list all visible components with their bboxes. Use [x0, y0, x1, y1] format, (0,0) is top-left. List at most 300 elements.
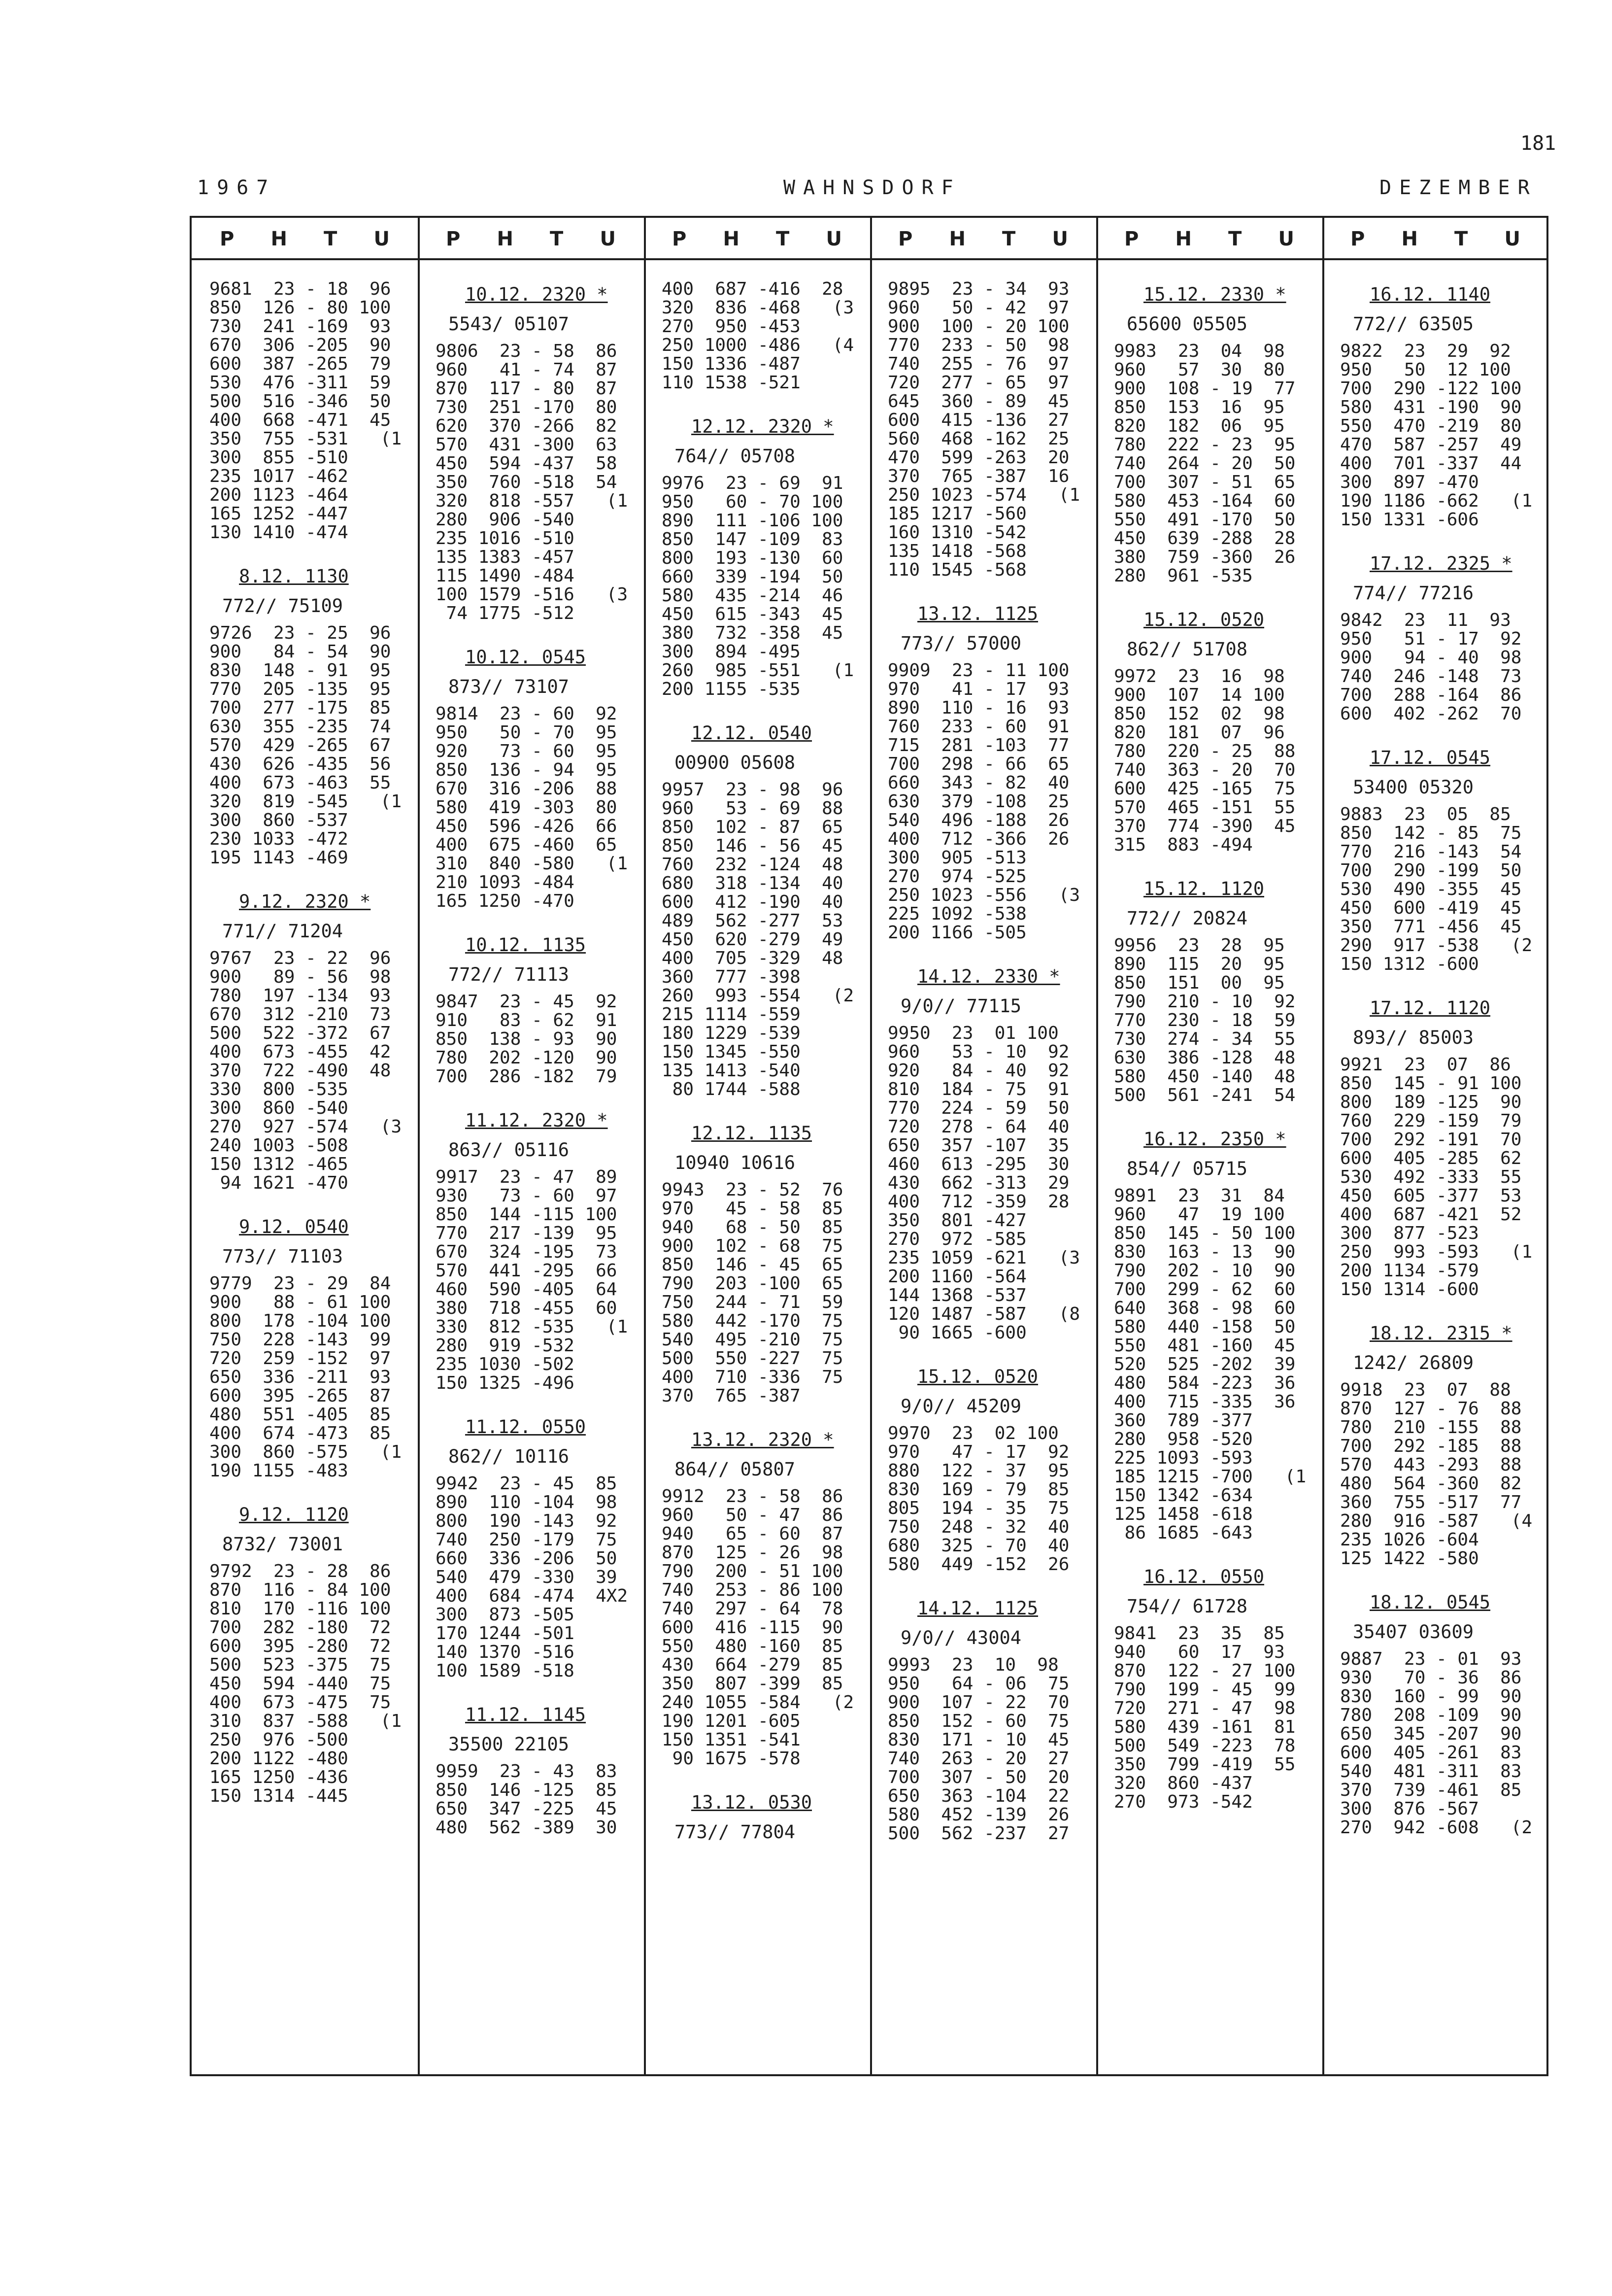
- sounding-block: [209, 562, 402, 867]
- table-row: 9779 23 - 29 84: [209, 1273, 391, 1294]
- table-row: 400 705 -329 48: [662, 948, 843, 968]
- column-header-label: H: [270, 228, 287, 250]
- table-row: 195 1143 -469: [209, 848, 348, 868]
- table-row: 300 877 -523: [1340, 1223, 1479, 1243]
- table-row: 9950 23 01 100: [888, 1023, 1059, 1043]
- table-row: 150 1312 -600: [1340, 954, 1479, 974]
- column-divider: [1322, 218, 1324, 2074]
- table-row: 270 950 -453: [662, 316, 801, 337]
- table-row: 700 307 - 51 65: [1114, 472, 1296, 492]
- header-year: 1967: [197, 176, 276, 199]
- sounding-block: [662, 1425, 854, 1768]
- table-row: 890 111 -106 100: [662, 511, 843, 531]
- table-row: 400 712 -366 26: [888, 829, 1070, 849]
- table-row: 350 801 -427: [888, 1210, 1027, 1231]
- column-header-label: T: [324, 228, 337, 250]
- table-row: 500 549 -223 78: [1114, 1736, 1296, 1756]
- table-row: 130 1410 -474: [209, 522, 348, 543]
- sounding-title: 11.12. 1145: [465, 1704, 586, 1725]
- table-row: 250 1023 -574 (1: [888, 485, 1080, 505]
- column-header-label: T: [1002, 228, 1016, 250]
- table-row: 700 292 -185 88: [1340, 1436, 1522, 1456]
- table-row: 300 860 -575 (1: [209, 1442, 402, 1462]
- table-row: 320 818 -557 (1: [436, 491, 628, 511]
- table-row: 280 919 -532: [436, 1336, 574, 1356]
- table-row: 165 1250 -470: [436, 891, 574, 911]
- column-header: [1332, 227, 1539, 251]
- table-row: 9917 23 - 47 89: [436, 1167, 617, 1187]
- table-row: 900 107 14 100: [1114, 685, 1285, 705]
- sounding-code: 773// 57000: [901, 633, 1022, 654]
- table-row: 750 228 -143 99: [209, 1330, 391, 1350]
- column-header-label: U: [1052, 228, 1068, 250]
- column-header-label: U: [1504, 228, 1520, 250]
- table-row: 850 146 - 56 45: [662, 836, 843, 856]
- table-row: 370 722 -490 48: [209, 1061, 391, 1081]
- table-row: 200 1134 -579: [1340, 1261, 1479, 1281]
- table-row: 740 250 -179 75: [436, 1530, 617, 1550]
- table-row: 200 1155 -535: [662, 679, 801, 699]
- table-row: 400 673 -455 42: [209, 1042, 391, 1062]
- table-row: 790 199 - 45 99: [1114, 1679, 1296, 1700]
- column-header-label: P: [220, 228, 235, 250]
- sounding-code: 9/0// 45209: [901, 1396, 1022, 1417]
- sounding-block: [888, 280, 1080, 580]
- table-row: 540 496 -188 26: [888, 810, 1070, 830]
- table-row: 250 993 -593 (1: [1340, 1242, 1533, 1262]
- table-row: 790 200 - 51 100: [662, 1561, 843, 1581]
- table-row: 500 523 -375 75: [209, 1655, 391, 1675]
- table-row: 850 152 - 60 75: [888, 1711, 1070, 1731]
- table-row: 790 210 - 10 92: [1114, 992, 1296, 1012]
- table-row: 570 429 -265 67: [209, 735, 391, 755]
- table-row: 850 146 - 45 65: [662, 1255, 843, 1275]
- table-row: 150 1314 -600: [1340, 1279, 1479, 1300]
- sounding-code: 764// 05708: [674, 445, 796, 467]
- table-row: 600 405 -285 62: [1340, 1148, 1522, 1168]
- table-row: 560 468 -162 25: [888, 429, 1070, 449]
- table-row: 125 1422 -580: [1340, 1548, 1479, 1569]
- table-row: 400 674 -473 85: [209, 1423, 391, 1443]
- sounding-code: 754// 61728: [1127, 1596, 1248, 1617]
- table-row: 530 492 -333 55: [1340, 1167, 1522, 1187]
- table-row: 580 435 -214 46: [662, 585, 843, 606]
- table-row: 9976 23 - 69 91: [662, 473, 843, 493]
- sounding-block: [888, 1594, 1080, 1843]
- column-header-label: T: [550, 228, 564, 250]
- column-header-label: H: [497, 228, 513, 250]
- table-row: 570 465 -151 55: [1114, 797, 1296, 818]
- table-row: 430 662 -313 29: [888, 1173, 1070, 1193]
- table-row: 400 673 -475 75: [209, 1692, 391, 1713]
- table-row: 315 883 -494: [1114, 835, 1253, 855]
- table-row: 700 299 - 62 60: [1114, 1279, 1296, 1300]
- table-row: 400 687 -421 52: [1340, 1204, 1522, 1225]
- sounding-code: 863// 05116: [448, 1139, 570, 1161]
- table-row: 740 246 -148 73: [1340, 666, 1522, 686]
- table-row: 670 316 -206 88: [436, 779, 617, 799]
- table-row: 570 441 -295 66: [436, 1261, 617, 1281]
- table-row: 850 142 - 85 75: [1340, 823, 1522, 843]
- table-row: 150 1325 -496: [436, 1373, 574, 1393]
- table-row: 185 1215 -700 (1: [1114, 1467, 1307, 1487]
- table-row: 235 1059 -621 (3: [888, 1248, 1080, 1268]
- sounding-code: 772// 63505: [1353, 313, 1474, 335]
- table-row: 650 363 -104 22: [888, 1786, 1070, 1806]
- table-row: 9814 23 - 60 92: [436, 704, 617, 724]
- table-row: 740 253 - 86 100: [662, 1580, 843, 1600]
- table-row: 960 50 - 42 97: [888, 298, 1070, 318]
- sounding-block: [436, 1700, 628, 1837]
- table-row: 300 873 -505: [436, 1605, 574, 1625]
- table-row: 500 522 -372 67: [209, 1023, 391, 1043]
- table-row: 150 1336 -487: [662, 354, 801, 374]
- table-row: 600 415 -136 27: [888, 410, 1070, 430]
- table-row: 700 290 -122 100: [1340, 378, 1522, 399]
- table-row: 250 1023 -556 (3: [888, 885, 1080, 905]
- table-row: 9972 23 16 98: [1114, 666, 1285, 686]
- sounding-code: 8732/ 73001: [222, 1534, 343, 1555]
- sounding-code: 5543/ 05107: [448, 313, 570, 335]
- table-row: 530 490 -355 45: [1340, 879, 1522, 899]
- table-row: 660 343 - 82 40: [888, 773, 1070, 793]
- table-row: 450 596 -426 66: [436, 816, 617, 836]
- table-row: 120 1487 -587 (8: [888, 1304, 1080, 1324]
- table-row: 470 599 -263 20: [888, 447, 1070, 468]
- table-row: 680 325 - 70 40: [888, 1536, 1070, 1556]
- table-row: 250 976 -500: [209, 1730, 348, 1750]
- column-header: [880, 227, 1086, 251]
- table-row: 830 163 - 13 90: [1114, 1242, 1296, 1262]
- table-row: 960 57 30 80: [1114, 360, 1285, 380]
- sounding-code: 9/0// 77115: [901, 995, 1022, 1017]
- table-row: 320 819 -545 (1: [209, 791, 402, 812]
- table-row: 950 50 12 100: [1340, 360, 1511, 380]
- sounding-title: 10.12. 2320 *: [465, 284, 608, 305]
- table-row: 870 122 - 27 100: [1114, 1661, 1296, 1681]
- table-row: 140 1370 -516: [436, 1642, 574, 1662]
- sounding-code: 772// 75109: [222, 595, 343, 617]
- table-row: 850 147 -109 83: [662, 529, 843, 549]
- table-row: 370 765 -387: [662, 1386, 801, 1406]
- table-row: 320 836 -468 (3: [662, 298, 854, 318]
- sounding-block: [662, 280, 854, 392]
- table-row: 630 355 -235 74: [209, 717, 391, 737]
- table-row: 750 244 - 71 59: [662, 1292, 843, 1312]
- table-row: 650 357 -107 35: [888, 1135, 1070, 1156]
- sounding-code: 862// 10116: [448, 1446, 570, 1467]
- table-row: 850 146 -125 85: [436, 1780, 617, 1800]
- sounding-title: 15.12. 0520: [917, 1366, 1039, 1387]
- table-row: 400 668 -471 45: [209, 410, 391, 430]
- table-row: 940 65 - 60 87: [662, 1524, 843, 1544]
- sounding-title: 9.12. 0540: [239, 1216, 349, 1237]
- table-row: 790 202 - 10 90: [1114, 1261, 1296, 1281]
- column-header-label: T: [1454, 228, 1468, 250]
- sounding-title: 17.12. 1120: [1370, 997, 1491, 1019]
- sounding-block: [1114, 1125, 1306, 1542]
- sounding-title: 18.12. 2315 *: [1370, 1323, 1512, 1344]
- table-row: 715 281 -103 77: [888, 735, 1070, 755]
- table-row: 800 190 -143 92: [436, 1511, 617, 1531]
- sounding-title: 13.12. 0530: [691, 1792, 812, 1813]
- table-row: 600 395 -265 87: [209, 1386, 391, 1406]
- sounding-code: 772// 71113: [448, 964, 570, 985]
- table-row: 370 739 -461 85: [1340, 1780, 1522, 1800]
- sounding-block: [1114, 1562, 1306, 1812]
- table-row: 300 876 -567: [1340, 1799, 1479, 1819]
- table-row: 700 277 -175 85: [209, 698, 391, 718]
- column-divider: [1096, 218, 1098, 2074]
- table-row: 235 1016 -510: [436, 528, 574, 548]
- table-row: 670 306 -205 90: [209, 335, 391, 355]
- sounding-title: 9.12. 1120: [239, 1504, 349, 1525]
- table-row: 900 108 - 19 77: [1114, 378, 1296, 399]
- table-row: 480 562 -389 30: [436, 1817, 617, 1838]
- table-row: 150 1312 -465: [209, 1154, 348, 1174]
- table-row: 870 116 - 84 100: [209, 1580, 391, 1600]
- table-row: 770 233 - 50 98: [888, 335, 1070, 355]
- sounding-block: [662, 1788, 854, 1847]
- table-row: 850 145 - 50 100: [1114, 1223, 1296, 1243]
- table-row: 235 1030 -502: [436, 1354, 574, 1374]
- table-row: 144 1368 -537: [888, 1285, 1027, 1305]
- column-header-label: T: [776, 228, 790, 250]
- sounding-block: [1340, 1588, 1532, 1837]
- table-row: 670 312 -210 73: [209, 1004, 391, 1025]
- table-row: 520 525 -202 39: [1114, 1354, 1296, 1374]
- sounding-title: 14.12. 2330 *: [917, 966, 1060, 987]
- table-row: 400 701 -337 44: [1340, 453, 1522, 474]
- table-row: 9912 23 - 58 86: [662, 1486, 843, 1507]
- sounding-code: 9/0// 43004: [901, 1627, 1022, 1648]
- table-row: 400 684 -474 4X2: [436, 1586, 628, 1606]
- sounding-title: 9.12. 2320 *: [239, 891, 371, 912]
- column-body: [1340, 280, 1532, 1857]
- sounding-block: [209, 1500, 402, 1806]
- table-row: 330 812 -535 (1: [436, 1317, 628, 1337]
- table-row: 460 590 -405 64: [436, 1279, 617, 1300]
- sounding-block: [436, 1106, 628, 1393]
- table-row: 489 562 -277 53: [662, 911, 843, 931]
- table-row: 850 144 -115 100: [436, 1204, 617, 1225]
- table-row: 810 184 - 75 91: [888, 1079, 1070, 1099]
- table-row: 450 600 -419 45: [1340, 898, 1522, 918]
- table-row: 9681 23 - 18 96: [209, 279, 391, 299]
- sounding-block: [436, 643, 628, 911]
- column-header-label: U: [373, 228, 390, 250]
- table-row: 950 50 - 70 95: [436, 722, 617, 743]
- column-header-label: P: [1350, 228, 1365, 250]
- table-row: 110 1545 -568: [888, 560, 1027, 580]
- table-row: 400 673 -463 55: [209, 773, 391, 793]
- table-row: 100 1579 -516 (3: [436, 584, 628, 605]
- sounding-block: [1340, 280, 1532, 529]
- column-header-label: P: [672, 228, 687, 250]
- sounding-code: 854// 05715: [1127, 1158, 1248, 1179]
- table-row: 9921 23 07 86: [1340, 1055, 1511, 1075]
- sounding-code: 10940 10616: [674, 1152, 796, 1173]
- sounding-title: 16.12. 0550: [1143, 1566, 1265, 1587]
- table-row: 300 860 -537: [209, 810, 348, 830]
- table-row: 300 860 -540: [209, 1098, 348, 1118]
- column-header-label: U: [600, 228, 616, 250]
- table-row: 940 60 17 93: [1114, 1642, 1285, 1662]
- table-row: 350 807 -399 85: [662, 1674, 843, 1694]
- table-row: 280 906 -540: [436, 510, 574, 530]
- table-row: 400 715 -335 36: [1114, 1392, 1296, 1412]
- table-row: 400 675 -460 65: [436, 835, 617, 855]
- table-row: 540 481 -311 83: [1340, 1761, 1522, 1782]
- table-row: 770 224 - 59 50: [888, 1098, 1070, 1118]
- table-row: 190 1201 -605: [662, 1711, 801, 1731]
- table-row: 960 53 - 10 92: [888, 1042, 1070, 1062]
- table-row: 960 47 19 100: [1114, 1204, 1285, 1225]
- column-header-label: U: [1278, 228, 1294, 250]
- table-row: 740 264 - 20 50: [1114, 453, 1296, 474]
- table-row: 240 1003 -508: [209, 1135, 348, 1156]
- table-row: 150 1314 -445: [209, 1786, 348, 1806]
- table-row: 780 210 -155 88: [1340, 1417, 1522, 1438]
- table-row: 380 732 -358 45: [662, 623, 843, 643]
- table-row: 450 639 -288 28: [1114, 528, 1296, 548]
- table-row: 700 286 -182 79: [436, 1066, 617, 1087]
- table-row: 550 481 -160 45: [1114, 1336, 1296, 1356]
- table-row: 600 402 -262 70: [1340, 704, 1522, 724]
- sounding-code: 862// 51708: [1127, 639, 1248, 660]
- sounding-block: [1340, 1319, 1532, 1568]
- table-row: 600 425 -165 75: [1114, 779, 1296, 799]
- table-row: 165 1252 -447: [209, 504, 348, 524]
- table-row: 9883 23 05 85: [1340, 804, 1511, 824]
- table-row: 380 759 -360 26: [1114, 547, 1296, 567]
- table-row: 90 1665 -600: [888, 1323, 1027, 1343]
- table-row: 645 360 - 89 45: [888, 391, 1070, 411]
- column-divider: [418, 218, 420, 2074]
- table-row: 540 495 -210 75: [662, 1330, 843, 1350]
- sounding-title: 17.12. 2325 *: [1370, 553, 1512, 574]
- sounding-code: 1242/ 26809: [1353, 1352, 1474, 1373]
- table-row: 770 217 -139 95: [436, 1223, 617, 1243]
- table-row: 540 479 -330 39: [436, 1567, 617, 1587]
- table-row: 890 110 -104 98: [436, 1492, 617, 1512]
- sounding-block: [1340, 743, 1532, 974]
- column-header-label: H: [1401, 228, 1418, 250]
- sounding-title: 13.12. 1125: [917, 603, 1039, 624]
- table-row: 900 94 - 40 98: [1340, 648, 1522, 668]
- table-row: 360 777 -398: [662, 967, 801, 987]
- table-row: 580 431 -190 90: [1340, 397, 1522, 417]
- table-row: 720 278 - 64 40: [888, 1117, 1070, 1137]
- sounding-block: [888, 962, 1080, 1342]
- sounding-title: 18.12. 0545: [1370, 1592, 1491, 1613]
- column-header-label: U: [826, 228, 842, 250]
- sounding-block: [436, 1412, 628, 1680]
- table-row: 80 1744 -588: [662, 1079, 801, 1099]
- table-row: 580 452 -139 26: [888, 1805, 1070, 1825]
- table-row: 100 1589 -518: [436, 1661, 574, 1681]
- sounding-title: 16.12. 1140: [1370, 284, 1491, 305]
- table-row: 225 1093 -593: [1114, 1448, 1253, 1468]
- table-row: 9959 23 - 43 83: [436, 1761, 617, 1782]
- table-row: 190 1155 -483: [209, 1461, 348, 1481]
- table-row: 660 336 -206 50: [436, 1548, 617, 1569]
- table-row: 350 760 -518 54: [436, 472, 617, 492]
- column-header: [202, 227, 408, 251]
- table-row: 330 800 -535: [209, 1079, 348, 1099]
- table-row: 570 431 -300 63: [436, 435, 617, 455]
- table-row: 800 193 -130 60: [662, 548, 843, 568]
- column-divider: [870, 218, 872, 2074]
- table-row: 850 145 - 91 100: [1340, 1073, 1522, 1094]
- table-row: 850 136 - 94 95: [436, 760, 617, 780]
- table-row: 185 1217 -560: [888, 504, 1027, 524]
- sounding-block: [1114, 605, 1306, 855]
- sounding-block: [209, 887, 402, 1193]
- table-row: 650 347 -225 45: [436, 1799, 617, 1819]
- sounding-title: 12.12. 0540: [691, 722, 812, 744]
- table-row: 135 1418 -568: [888, 541, 1027, 561]
- table-row: 260 985 -551 (1: [662, 660, 854, 681]
- sounding-block: [662, 1119, 854, 1405]
- sounding-block: [436, 280, 628, 623]
- table-row: 920 73 - 60 95: [436, 741, 617, 761]
- sounding-title: 12.12. 1135: [691, 1123, 812, 1144]
- table-row: 210 1093 -484: [436, 872, 574, 892]
- table-row: 580 439 -161 81: [1114, 1717, 1296, 1737]
- table-row: 900 89 - 56 98: [209, 967, 391, 987]
- sounding-block: [1114, 280, 1306, 585]
- column-header: [654, 227, 860, 251]
- table-row: 850 126 - 80 100: [209, 298, 391, 318]
- table-row: 450 594 -437 58: [436, 453, 617, 474]
- table-row: 870 117 - 80 87: [436, 378, 617, 399]
- table-row: 74 1775 -512: [436, 603, 574, 623]
- table-row: 190 1186 -662 (1: [1340, 491, 1533, 511]
- table-row: 290 917 -538 (2: [1340, 935, 1533, 956]
- table-row: 94 1621 -470: [209, 1173, 348, 1193]
- table-row: 830 160 - 99 90: [1340, 1686, 1522, 1707]
- table-row: 280 961 -535: [1114, 566, 1253, 586]
- table-row: 640 368 - 98 60: [1114, 1298, 1296, 1318]
- table-row: 9942 23 - 45 85: [436, 1474, 617, 1494]
- table-row: 9983 23 04 98: [1114, 341, 1285, 361]
- table-row: 250 1000 -486 (4: [662, 335, 854, 355]
- table-row: 760 233 - 60 91: [888, 717, 1070, 737]
- table-row: 940 68 - 50 85: [662, 1217, 843, 1237]
- table-row: 580 442 -170 75: [662, 1311, 843, 1331]
- header-place: WAHNSDORF: [783, 176, 961, 199]
- table-row: 9956 23 28 95: [1114, 935, 1285, 956]
- sounding-code: 771// 71204: [222, 921, 343, 942]
- table-row: 820 181 07 96: [1114, 722, 1285, 743]
- table-row: 770 230 - 18 59: [1114, 1010, 1296, 1030]
- table-row: 850 152 02 98: [1114, 704, 1285, 724]
- table-row: 370 774 -390 45: [1114, 816, 1296, 836]
- column-header-label: P: [1124, 228, 1139, 250]
- table-row: 600 395 -280 72: [209, 1636, 391, 1656]
- table-row: 135 1383 -457: [436, 547, 574, 567]
- table-row: 110 1538 -521: [662, 373, 801, 393]
- table-row: 9993 23 10 98: [888, 1655, 1059, 1675]
- table-row: 870 127 - 76 88: [1340, 1399, 1522, 1419]
- sounding-title: 12.12. 2320 *: [691, 416, 834, 437]
- column-body: [436, 280, 628, 1857]
- table-row: 270 927 -574 (3: [209, 1117, 402, 1137]
- table-row: 310 837 -588 (1: [209, 1711, 402, 1731]
- column-body: [888, 280, 1080, 1863]
- table-row: 580 450 -140 48: [1114, 1066, 1296, 1087]
